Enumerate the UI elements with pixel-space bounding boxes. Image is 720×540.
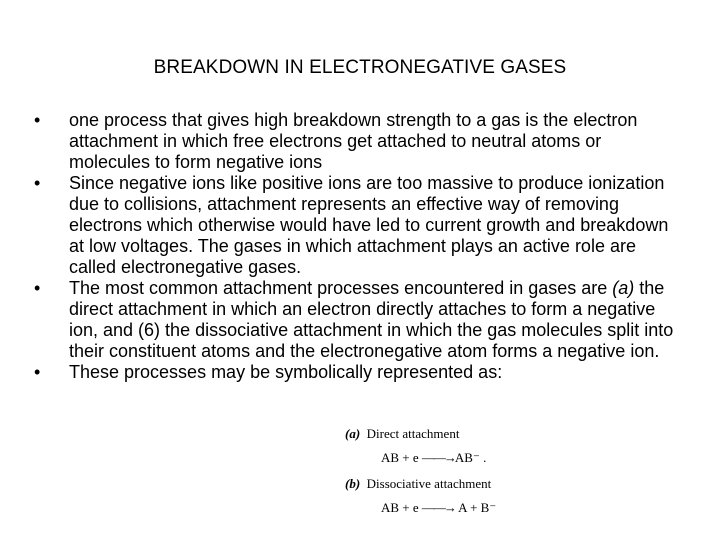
bullet-text-post: the direct attachment in which an electron directly attaches to form a negative ion, and (6) the dissociative attachment in which the gas molecules split into their constituent atoms and the electronegative atom forms a negative ion. <box>69 278 674 361</box>
formula-b-rhs: A + B⁻ <box>458 500 497 515</box>
formula-a-lhs: AB + e <box>381 450 419 465</box>
bullet-dot: • <box>34 173 41 193</box>
arrow-icon: ——→ <box>421 500 455 515</box>
bullet-text-pre: The most common attachment processes encountered in gases are <box>69 278 613 298</box>
formula-a-equation <box>381 450 486 466</box>
formula-a-heading <box>345 426 459 442</box>
formula-a-rhs: AB⁻ . <box>454 450 487 465</box>
bullet-dot: • <box>34 362 41 382</box>
bullet-item <box>34 362 680 383</box>
bullet-text: one process that gives high breakdown strength to a gas is the electron attachment in which free electrons get attached to neutral atoms or molecules to form negative ions <box>69 110 638 172</box>
bullet-item <box>34 278 680 362</box>
bullet-item <box>34 173 680 278</box>
bullet-dot: • <box>34 110 41 130</box>
formula-a-label: Direct attachment <box>366 426 460 441</box>
slide-title: BREAKDOWN IN ELECTRONEGATIVE GASES <box>153 57 567 78</box>
formula-b-label: Dissociative attachment <box>366 476 492 491</box>
formula-b-lhs: AB + e <box>381 500 419 515</box>
bullet-text: These processes may be symbolically represented as: <box>69 362 503 382</box>
formula-b-equation <box>381 500 496 516</box>
formula-b-heading <box>345 476 491 492</box>
bullet-item <box>34 110 680 173</box>
formula-a-letter: (a) <box>345 426 361 441</box>
arrow-icon: ——→ <box>421 450 455 465</box>
bullet-list <box>34 110 680 383</box>
formula-b-letter: (b) <box>345 476 361 491</box>
bullet-text-italic: (a) <box>612 278 635 298</box>
bullet-text: Since negative ions like positive ions are too massive to produce ionization due to collisions, attachment represents an effective way of removing electrons which otherwise would have led to current growth and breakdown at low voltages. The gases in which attachment plays an active role are called electronegative gases. <box>69 173 669 277</box>
bullet-dot: • <box>34 278 41 298</box>
